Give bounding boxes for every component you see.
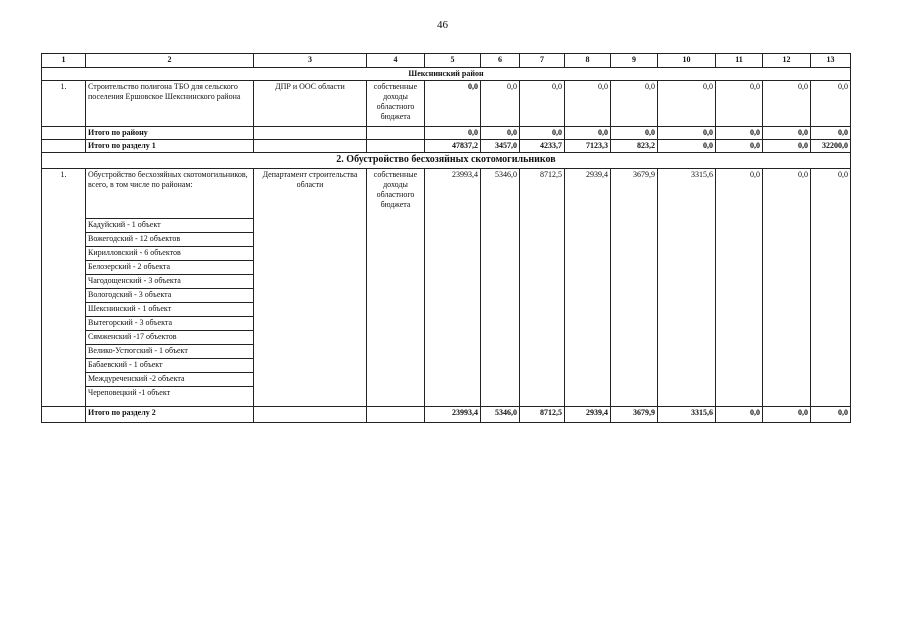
list-item — [42, 232, 851, 246]
total-value: 7123,3 — [565, 140, 611, 153]
col-header: 10 — [658, 54, 716, 68]
value-cell: 0,0 — [520, 81, 565, 127]
total-value: 0,0 — [763, 406, 811, 422]
total-value: 0,0 — [565, 127, 611, 140]
list-item — [42, 260, 851, 274]
district-total-row — [42, 127, 851, 140]
district-item: Череповецкий -1 объект — [86, 386, 254, 406]
total-value: 0,0 — [481, 127, 520, 140]
total-value: 0,0 — [811, 406, 851, 422]
district-item: Вожегодский - 12 объектов — [86, 232, 254, 246]
col-header: 5 — [425, 54, 481, 68]
col-header: 11 — [716, 54, 763, 68]
total-value: 0,0 — [763, 140, 811, 153]
col-header: 13 — [811, 54, 851, 68]
value-cell: 0,0 — [611, 81, 658, 127]
total-value: 4233,7 — [520, 140, 565, 153]
col-header: 2 — [86, 54, 254, 68]
total-value: 0,0 — [658, 140, 716, 153]
list-item — [42, 344, 851, 358]
total-label: Итого по разделу 1 — [86, 140, 254, 153]
district-item: Кирилловский - 6 объектов — [86, 246, 254, 260]
value-cell: 0,0 — [811, 168, 851, 218]
table-row — [42, 168, 851, 218]
total-value: 32200,0 — [811, 140, 851, 153]
list-item — [42, 288, 851, 302]
row-number: 1. — [42, 168, 86, 218]
total-label: Итого по району — [86, 127, 254, 140]
total-value: 5346,0 — [481, 406, 520, 422]
list-item — [42, 302, 851, 316]
col-header: 1 — [42, 54, 86, 68]
col-header: 6 — [481, 54, 520, 68]
total-value: 0,0 — [716, 406, 763, 422]
district-item: Велико-Устюгский - 1 объект — [86, 344, 254, 358]
total-value: 3457,0 — [481, 140, 520, 153]
district-item: Вологодский - 3 объекта — [86, 288, 254, 302]
list-item — [42, 246, 851, 260]
page-number: 46 — [437, 19, 448, 31]
district-item: Чагодощенский - 3 объекта — [86, 274, 254, 288]
value-cell: 3315,6 — [658, 168, 716, 218]
total-value: 823,2 — [611, 140, 658, 153]
total-value: 0,0 — [520, 127, 565, 140]
executor: ДПР и ООС области — [254, 81, 367, 127]
section2-total-row — [42, 406, 851, 422]
value-cell: 3679,9 — [611, 168, 658, 218]
section2-heading: 2. Обустройство бесхозяйных скотомогильников — [42, 153, 851, 169]
total-label: Итого по разделу 2 — [86, 406, 254, 422]
funding-source: собственные доходы областного бюджета — [367, 81, 425, 127]
executor: Департамент строительства области — [254, 168, 367, 218]
table-row — [42, 81, 851, 127]
total-value: 0,0 — [716, 127, 763, 140]
list-item — [42, 386, 851, 406]
col-header: 9 — [611, 54, 658, 68]
value-cell: 0,0 — [481, 81, 520, 127]
col-header: 4 — [367, 54, 425, 68]
col-header: 8 — [565, 54, 611, 68]
value-cell: 0,0 — [716, 81, 763, 127]
row-number: 1. — [42, 81, 86, 127]
total-value: 23993,4 — [425, 406, 481, 422]
total-value: 0,0 — [811, 127, 851, 140]
value-cell: 8712,5 — [520, 168, 565, 218]
value-cell: 0,0 — [658, 81, 716, 127]
district-heading-row — [42, 68, 851, 81]
measure-name: Строительство полигона ТБО для сельского поселения Ершовское Шекснинского района — [86, 81, 254, 127]
section1-total-row — [42, 140, 851, 153]
total-value: 2939,4 — [565, 406, 611, 422]
value-cell: 0,0 — [763, 81, 811, 127]
col-header: 7 — [520, 54, 565, 68]
value-cell: 0,0 — [565, 81, 611, 127]
measure-name: Обустройство бесхозяйных скотомогильников, всего, в том числе по районам: — [86, 168, 254, 218]
value-cell: 0,0 — [425, 81, 481, 127]
district-item: Бабаевский - 1 объект — [86, 358, 254, 372]
district-item: Шекснинский - 1 объект — [86, 302, 254, 316]
col-header: 12 — [763, 54, 811, 68]
list-item — [42, 372, 851, 386]
list-item — [42, 316, 851, 330]
district-item: Сямженский -17 объектов — [86, 330, 254, 344]
district-item: Вытегорский - 3 объекта — [86, 316, 254, 330]
total-value: 47837,2 — [425, 140, 481, 153]
list-item — [42, 218, 851, 232]
district-item: Междуреченский -2 объекта — [86, 372, 254, 386]
value-cell: 23993,4 — [425, 168, 481, 218]
total-value: 0,0 — [425, 127, 481, 140]
total-value: 3315,6 — [658, 406, 716, 422]
value-cell: 0,0 — [811, 81, 851, 127]
list-item — [42, 358, 851, 372]
value-cell: 0,0 — [763, 168, 811, 218]
funding-source: собственные доходы областного бюджета — [367, 168, 425, 218]
value-cell: 0,0 — [716, 168, 763, 218]
column-number-header — [42, 54, 851, 68]
list-item — [42, 330, 851, 344]
total-value: 0,0 — [611, 127, 658, 140]
total-value: 3679,9 — [611, 406, 658, 422]
district-item: Кадуйский - 1 объект — [86, 218, 254, 232]
value-cell: 5346,0 — [481, 168, 520, 218]
total-value: 0,0 — [658, 127, 716, 140]
total-value: 8712,5 — [520, 406, 565, 422]
col-header: 3 — [254, 54, 367, 68]
total-value: 0,0 — [716, 140, 763, 153]
budget-table — [41, 53, 851, 423]
district-heading: Шекснинский район — [42, 68, 851, 81]
district-item: Белозерский - 2 объекта — [86, 260, 254, 274]
list-item — [42, 274, 851, 288]
value-cell: 2939,4 — [565, 168, 611, 218]
total-value: 0,0 — [763, 127, 811, 140]
section-heading-row — [42, 153, 851, 169]
